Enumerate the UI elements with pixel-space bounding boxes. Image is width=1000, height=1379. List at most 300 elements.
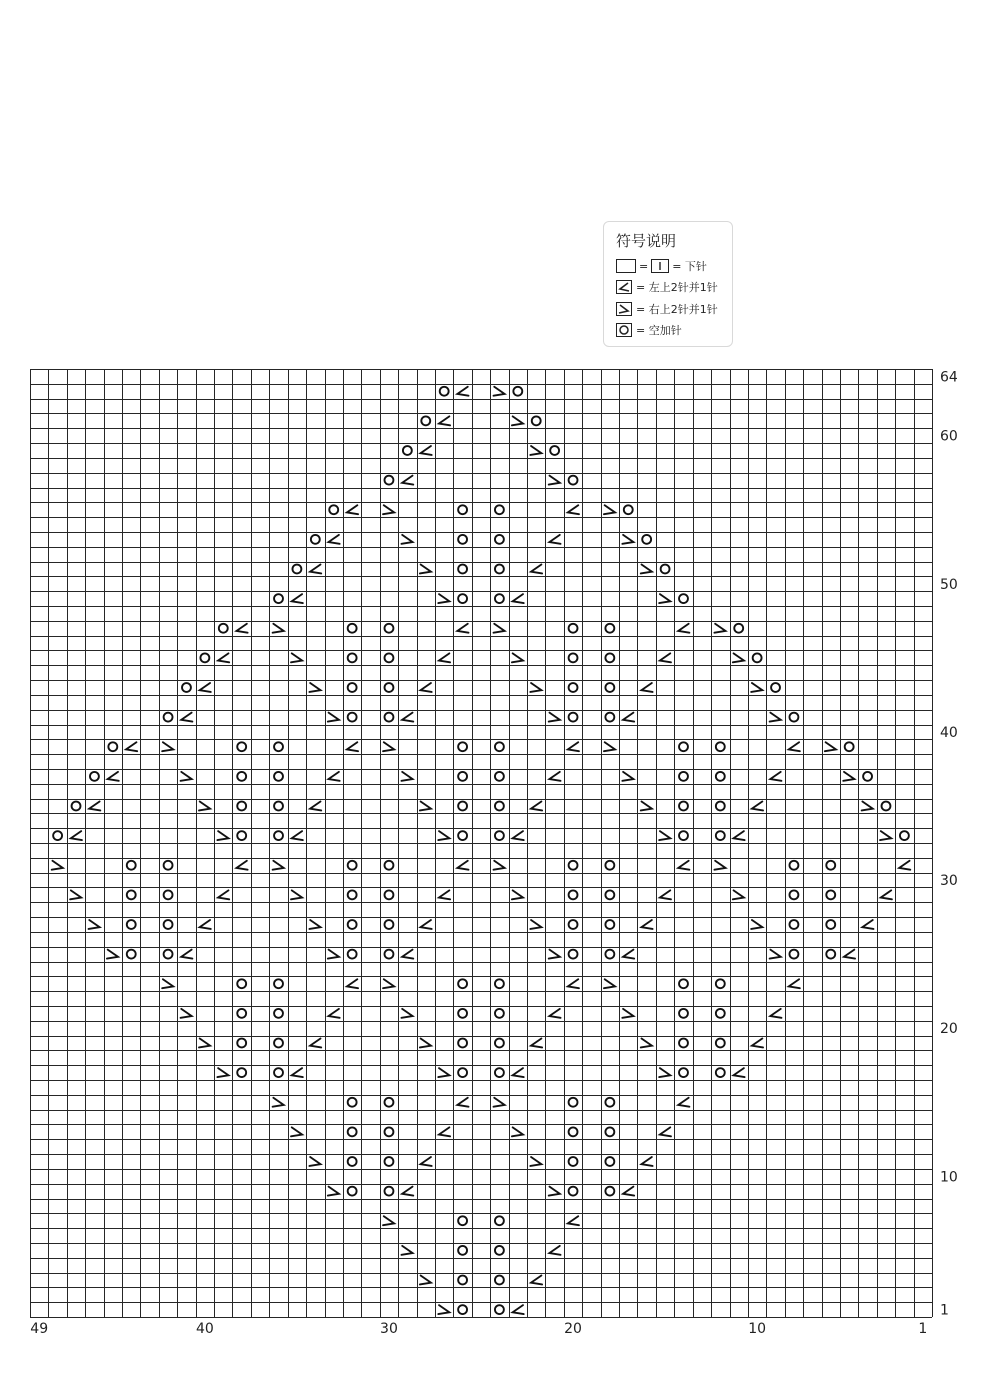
- legend-item-text: = 左上2针并1针: [636, 281, 718, 294]
- yarn-over-symbol: [274, 979, 283, 988]
- left-decrease-symbol: [347, 505, 358, 514]
- right-decrease-symbol: [751, 920, 762, 929]
- left-decrease-symbol: [513, 1305, 524, 1314]
- yarn-over-symbol: [274, 1009, 283, 1018]
- yarn-over-symbol: [679, 772, 688, 781]
- yarn-over-symbol: [458, 1305, 467, 1314]
- yarn-over-symbol: [605, 624, 614, 633]
- left-decrease-symbol: [568, 505, 579, 514]
- left-decrease-symbol: [439, 1127, 450, 1136]
- yarn-over-symbol: [826, 920, 835, 929]
- right-decrease-symbol: [825, 742, 836, 751]
- left-decrease-symbol: [513, 1068, 524, 1077]
- left-decrease-symbol: [568, 979, 579, 988]
- left-decrease-symbol: [421, 446, 432, 455]
- yarn-over-symbol: [605, 861, 614, 870]
- yarn-over-symbol: [348, 1157, 357, 1166]
- yarn-over-symbol: [458, 772, 467, 781]
- right-decrease-symbol: [181, 772, 192, 781]
- yarn-over-symbol: [385, 476, 394, 485]
- yarn-over-symbol: [716, 1068, 725, 1077]
- right-decrease-symbol: [843, 772, 854, 781]
- yarn-over-symbol: [495, 979, 504, 988]
- left-decrease-symbol: [770, 772, 781, 781]
- left-decrease-symbol: [513, 831, 524, 840]
- right-decrease-symbol: [733, 653, 744, 662]
- yarn-over-symbol: [882, 802, 891, 811]
- yarn-over-symbol: [385, 1127, 394, 1136]
- yarn-over-symbol: [789, 950, 798, 959]
- right-decrease-symbol: [770, 950, 781, 959]
- left-decrease-symbol: [71, 831, 82, 840]
- yarn-over-symbol: [789, 920, 798, 929]
- yarn-over-symbol: [348, 950, 357, 959]
- yarn-over-symbol: [605, 1127, 614, 1136]
- left-decrease-symbol: [531, 802, 542, 811]
- yarn-over-symbol: [826, 861, 835, 870]
- yarn-over-symbol: [550, 446, 559, 455]
- right-decrease-symbol: [438, 831, 449, 840]
- yarn-over-symbol: [200, 653, 209, 662]
- yarn-over-symbol: [458, 1039, 467, 1048]
- left-decrease-symbol: [292, 831, 303, 840]
- yarn-over-symbol: [237, 1009, 246, 1018]
- right-decrease-symbol: [401, 1009, 412, 1018]
- yarn-over-symbol: [679, 979, 688, 988]
- left-decrease-symbol: [329, 1009, 340, 1018]
- row-number-label: 60: [940, 428, 958, 445]
- yarn-over-symbol: [605, 890, 614, 899]
- left-decrease-symbol: [770, 1009, 781, 1018]
- yarn-over-symbol: [495, 742, 504, 751]
- yarn-over-symbol: [495, 535, 504, 544]
- yarn-over-symbol: [679, 1009, 688, 1018]
- yarn-over-symbol: [458, 1009, 467, 1018]
- left-decrease-symbol: [642, 683, 653, 692]
- yarn-over-symbol: [495, 1009, 504, 1018]
- yarn-over-symbol: [513, 387, 522, 396]
- left-decrease-symbol: [237, 861, 248, 870]
- right-decrease-symbol: [162, 979, 173, 988]
- left-decrease-symbol: [347, 742, 358, 751]
- row-number-label: 30: [940, 873, 958, 890]
- left-decrease-symbol: [568, 742, 579, 751]
- yarn-over-symbol: [458, 1246, 467, 1255]
- right-decrease-symbol: [641, 565, 652, 574]
- right-decrease-symbol: [530, 446, 541, 455]
- yarn-over-symbol: [495, 1276, 504, 1285]
- left-decrease-symbol: [237, 624, 248, 633]
- yarn-over-symbol: [164, 950, 173, 959]
- left-decrease-symbol: [678, 861, 689, 870]
- yarn-over-symbol: [532, 416, 541, 425]
- right-decrease-symbol: [328, 713, 339, 722]
- yarn-over-symbol: [605, 653, 614, 662]
- row-number-label: 1: [940, 1302, 949, 1319]
- left-decrease-symbol: [200, 920, 211, 929]
- left-decrease-symbol: [549, 1009, 560, 1018]
- right-decrease-symbol: [328, 950, 339, 959]
- right-decrease-symbol: [199, 802, 210, 811]
- right-decrease-symbol: [162, 742, 173, 751]
- yarn-over-symbol: [311, 535, 320, 544]
- legend-item-text: = 下针: [672, 260, 707, 273]
- right-decrease-symbol: [273, 861, 284, 870]
- left-decrease-symbol: [844, 950, 855, 959]
- right-decrease-symbol: [530, 683, 541, 692]
- right-decrease-symbol: [604, 742, 615, 751]
- right-decrease-symbol: [714, 624, 725, 633]
- right-decrease-symbol: [107, 950, 118, 959]
- right-decrease-symbol: [420, 565, 431, 574]
- yarn-over-symbol: [495, 594, 504, 603]
- left-decrease-symbol: [108, 772, 119, 781]
- yarn-over-symbol: [348, 861, 357, 870]
- yarn-over-symbol: [495, 1305, 504, 1314]
- yarn-over-symbol: [164, 713, 173, 722]
- yarn-over-symbol: [771, 683, 780, 692]
- left-decrease-symbol: [402, 950, 413, 959]
- right-decrease-symbol: [438, 1068, 449, 1077]
- right-decrease-symbol: [420, 1276, 431, 1285]
- left-decrease-symbol: [421, 920, 432, 929]
- left-decrease-symbol: [734, 1068, 745, 1077]
- yarn-over-symbol: [458, 1276, 467, 1285]
- yarn-over-symbol: [385, 861, 394, 870]
- left-decrease-symbol: [457, 861, 468, 870]
- yarn-over-symbol: [421, 416, 430, 425]
- left-decrease-symbol: [439, 416, 450, 425]
- right-decrease-symbol: [641, 1039, 652, 1048]
- yarn-over-symbol: [716, 831, 725, 840]
- left-decrease-symbol: [531, 1039, 542, 1048]
- yarn-over-symbol: [458, 1216, 467, 1225]
- yarn-over-symbol: [237, 1039, 246, 1048]
- right-decrease-symbol: [770, 713, 781, 722]
- yarn-over-symbol: [734, 624, 743, 633]
- yarn-over-symbol: [458, 594, 467, 603]
- yarn-over-symbol: [127, 861, 136, 870]
- left-decrease-symbol: [881, 890, 892, 899]
- right-decrease-symbol: [604, 505, 615, 514]
- right-decrease-symbol: [70, 890, 81, 899]
- yarn-over-symbol: [458, 802, 467, 811]
- legend-title: 符号说明: [616, 232, 677, 250]
- right-decrease-symbol: [438, 1305, 449, 1314]
- right-decrease-symbol: [438, 594, 449, 603]
- row-number-label: 64: [940, 369, 958, 386]
- yarn-over-symbol: [569, 861, 578, 870]
- yarn-over-symbol: [348, 1187, 357, 1196]
- yarn-over-symbol: [605, 1098, 614, 1107]
- left-decrease-symbol: [329, 535, 340, 544]
- yarn-over-symbol: [569, 920, 578, 929]
- right-decrease-symbol: [880, 831, 891, 840]
- yarn-over-symbol: [569, 1127, 578, 1136]
- yarn-over-symbol: [569, 683, 578, 692]
- left-decrease-symbol: [181, 713, 192, 722]
- yarn-over-symbol: [569, 1157, 578, 1166]
- right-decrease-symbol: [383, 742, 394, 751]
- yarn-over-symbol: [716, 979, 725, 988]
- left-decrease-symbol: [200, 683, 211, 692]
- yarn-over-symbol: [53, 831, 62, 840]
- right-decrease-symbol: [659, 1068, 670, 1077]
- right-decrease-symbol: [273, 624, 284, 633]
- right-decrease-symbol: [89, 920, 100, 929]
- left-decrease-symbol: [623, 713, 634, 722]
- yarn-over-symbol: [605, 1157, 614, 1166]
- column-number-label: 40: [195, 1321, 214, 1337]
- right-decrease-symbol: [530, 1157, 541, 1166]
- yarn-over-symbol: [789, 713, 798, 722]
- yarn-over-symbol: [495, 772, 504, 781]
- left-decrease-symbol: [421, 683, 432, 692]
- yarn-over-symbol: [403, 446, 412, 455]
- yarn-over-symbol: [237, 772, 246, 781]
- yarn-over-symbol: [495, 565, 504, 574]
- right-decrease-symbol: [401, 1246, 412, 1255]
- yarn-over-symbol: [605, 920, 614, 929]
- yarn-over-symbol: [569, 653, 578, 662]
- right-decrease-symbol: [733, 890, 744, 899]
- right-decrease-symbol: [512, 416, 523, 425]
- yarn-over-symbol: [72, 802, 81, 811]
- yarn-over-symbol: [569, 950, 578, 959]
- yarn-over-symbol: [108, 742, 117, 751]
- right-decrease-symbol: [420, 802, 431, 811]
- left-decrease-symbol: [347, 979, 358, 988]
- right-decrease-symbol: [217, 1068, 228, 1077]
- yarn-over-symbol: [642, 535, 651, 544]
- left-decrease-symbol: [218, 653, 229, 662]
- yarn-over-symbol: [348, 624, 357, 633]
- right-decrease-symbol: [751, 683, 762, 692]
- left-decrease-symbol: [862, 920, 873, 929]
- yarn-over-symbol: [753, 653, 762, 662]
- yarn-over-symbol: [826, 890, 835, 899]
- right-decrease-symbol: [714, 861, 725, 870]
- yarn-over-symbol: [716, 1009, 725, 1018]
- left-decrease-symbol: [734, 831, 745, 840]
- left-decrease-symbol: [623, 1187, 634, 1196]
- yarn-over-symbol: [274, 1068, 283, 1077]
- left-decrease-symbol: [457, 387, 468, 396]
- right-decrease-symbol: [862, 802, 873, 811]
- left-decrease-symbol: [660, 653, 671, 662]
- right-decrease-symbol: [549, 1187, 560, 1196]
- left-decrease-symbol: [623, 950, 634, 959]
- yarn-over-symbol: [329, 505, 338, 514]
- right-decrease-symbol: [309, 1157, 320, 1166]
- yarn-over-symbol: [385, 950, 394, 959]
- yarn-over-symbol: [348, 920, 357, 929]
- right-decrease-symbol: [622, 772, 633, 781]
- yarn-over-symbol: [845, 742, 854, 751]
- left-decrease-symbol: [899, 861, 910, 870]
- yarn-over-symbol: [826, 950, 835, 959]
- left-decrease-symbol: [660, 890, 671, 899]
- yarn-over-symbol: [164, 890, 173, 899]
- yarn-over-symbol: [182, 683, 191, 692]
- right-decrease-symbol: [383, 1216, 394, 1225]
- left-decrease-symbol: [89, 802, 100, 811]
- column-number-label: 10: [748, 1321, 767, 1337]
- yarn-over-symbol: [274, 594, 283, 603]
- left-decrease-symbol: [531, 565, 542, 574]
- left-decrease-symbol: [660, 1127, 671, 1136]
- right-decrease-symbol: [549, 713, 560, 722]
- yarn-over-symbol: [385, 1157, 394, 1166]
- yarn-over-symbol: [385, 1187, 394, 1196]
- right-decrease-symbol: [309, 920, 320, 929]
- right-decrease-symbol: [512, 890, 523, 899]
- row-number-label: 50: [940, 576, 958, 593]
- yarn-over-symbol: [716, 1039, 725, 1048]
- yarn-over-symbol: [348, 890, 357, 899]
- left-decrease-symbol: [439, 653, 450, 662]
- yarn-over-symbol: [789, 861, 798, 870]
- yarn-over-symbol: [237, 831, 246, 840]
- yarn-over-symbol: [348, 653, 357, 662]
- legend-item-text: = 右上2针并1针: [636, 303, 718, 316]
- yarn-over-symbol: [458, 505, 467, 514]
- yarn-over-symbol: [458, 535, 467, 544]
- left-decrease-symbol: [292, 594, 303, 603]
- left-decrease-symbol: [549, 772, 560, 781]
- right-decrease-symbol: [291, 890, 302, 899]
- yarn-over-symbol: [164, 861, 173, 870]
- left-decrease-symbol: [126, 742, 137, 751]
- right-decrease-symbol: [52, 861, 63, 870]
- left-decrease-symbol: [531, 1276, 542, 1285]
- row-number-label: 40: [940, 724, 958, 741]
- left-decrease-symbol: [752, 802, 763, 811]
- yarn-over-symbol: [237, 802, 246, 811]
- column-number-label: 30: [380, 1321, 398, 1337]
- right-decrease-symbol: [328, 1187, 339, 1196]
- row-number-label: 20: [940, 1021, 958, 1038]
- yarn-over-symbol: [127, 890, 136, 899]
- yarn-over-symbol: [237, 1068, 246, 1077]
- right-decrease-symbol: [659, 594, 670, 603]
- yarn-over-symbol: [458, 565, 467, 574]
- left-decrease-symbol: [310, 565, 321, 574]
- yarn-over-symbol: [385, 890, 394, 899]
- right-decrease-symbol: [494, 1098, 505, 1107]
- right-decrease-symbol: [494, 624, 505, 633]
- yarn-over-symbol: [385, 1098, 394, 1107]
- right-decrease-symbol: [549, 950, 560, 959]
- left-decrease-symbol: [549, 1246, 560, 1255]
- right-decrease-symbol: [383, 505, 394, 514]
- left-decrease-symbol: [457, 624, 468, 633]
- yarn-over-symbol: [679, 802, 688, 811]
- yarn-over-symbol: [274, 742, 283, 751]
- yarn-over-symbol: [789, 890, 798, 899]
- yarn-over-symbol: [661, 565, 670, 574]
- yarn-over-symbol: [900, 831, 909, 840]
- right-decrease-symbol: [401, 772, 412, 781]
- yarn-over-symbol: [495, 505, 504, 514]
- left-decrease-symbol: [678, 624, 689, 633]
- right-decrease-symbol: [530, 920, 541, 929]
- yarn-over-symbol: [274, 1039, 283, 1048]
- column-number-label: 49: [30, 1321, 49, 1337]
- right-decrease-symbol: [181, 1009, 192, 1018]
- yarn-over-symbol: [127, 950, 136, 959]
- right-decrease-symbol: [273, 1098, 284, 1107]
- yarn-over-symbol: [716, 802, 725, 811]
- yarn-over-symbol: [348, 713, 357, 722]
- left-decrease-symbol: [402, 713, 413, 722]
- left-decrease-symbol: [752, 1039, 763, 1048]
- yarn-over-symbol: [716, 772, 725, 781]
- left-decrease-symbol: [513, 594, 524, 603]
- yarn-over-symbol: [164, 920, 173, 929]
- yarn-over-symbol: [569, 890, 578, 899]
- right-decrease-symbol: [512, 653, 523, 662]
- left-decrease-symbol: [642, 1157, 653, 1166]
- yarn-over-symbol: [495, 1068, 504, 1077]
- yarn-over-symbol: [385, 920, 394, 929]
- right-decrease-symbol: [309, 683, 320, 692]
- right-decrease-symbol: [494, 387, 505, 396]
- left-decrease-symbol: [310, 802, 321, 811]
- right-decrease-symbol: [622, 1009, 633, 1018]
- yarn-over-symbol: [348, 683, 357, 692]
- left-decrease-symbol: [292, 1068, 303, 1077]
- right-decrease-symbol: [291, 653, 302, 662]
- yarn-over-symbol: [385, 653, 394, 662]
- left-decrease-symbol: [218, 890, 229, 899]
- yarn-over-symbol: [605, 683, 614, 692]
- left-decrease-symbol: [568, 1216, 579, 1225]
- right-decrease-symbol: [199, 1039, 210, 1048]
- yarn-over-symbol: [679, 1039, 688, 1048]
- left-decrease-symbol: [329, 772, 340, 781]
- yarn-over-symbol: [679, 742, 688, 751]
- yarn-over-symbol: [274, 831, 283, 840]
- yarn-over-symbol: [440, 387, 449, 396]
- yarn-over-symbol: [90, 772, 99, 781]
- yarn-over-symbol: [624, 505, 633, 514]
- yarn-over-symbol: [274, 772, 283, 781]
- left-decrease-symbol: [402, 476, 413, 485]
- right-decrease-symbol: [383, 979, 394, 988]
- left-decrease-symbol: [549, 535, 560, 544]
- right-decrease-symbol: [549, 476, 560, 485]
- yarn-over-symbol: [495, 1039, 504, 1048]
- yarn-over-symbol: [495, 802, 504, 811]
- yarn-over-symbol: [237, 742, 246, 751]
- yarn-over-symbol: [495, 1216, 504, 1225]
- yarn-over-symbol: [679, 831, 688, 840]
- right-decrease-symbol: [217, 831, 228, 840]
- yarn-over-symbol: [348, 1127, 357, 1136]
- yarn-over-symbol: [385, 713, 394, 722]
- yarn-over-symbol: [605, 950, 614, 959]
- yarn-over-symbol: [605, 1187, 614, 1196]
- yarn-over-symbol: [458, 979, 467, 988]
- yarn-over-symbol: [274, 802, 283, 811]
- left-decrease-symbol: [457, 1098, 468, 1107]
- right-decrease-symbol: [641, 802, 652, 811]
- yarn-over-symbol: [219, 624, 228, 633]
- left-decrease-symbol: [642, 920, 653, 929]
- yarn-over-symbol: [679, 594, 688, 603]
- column-number-label: 20: [564, 1321, 582, 1337]
